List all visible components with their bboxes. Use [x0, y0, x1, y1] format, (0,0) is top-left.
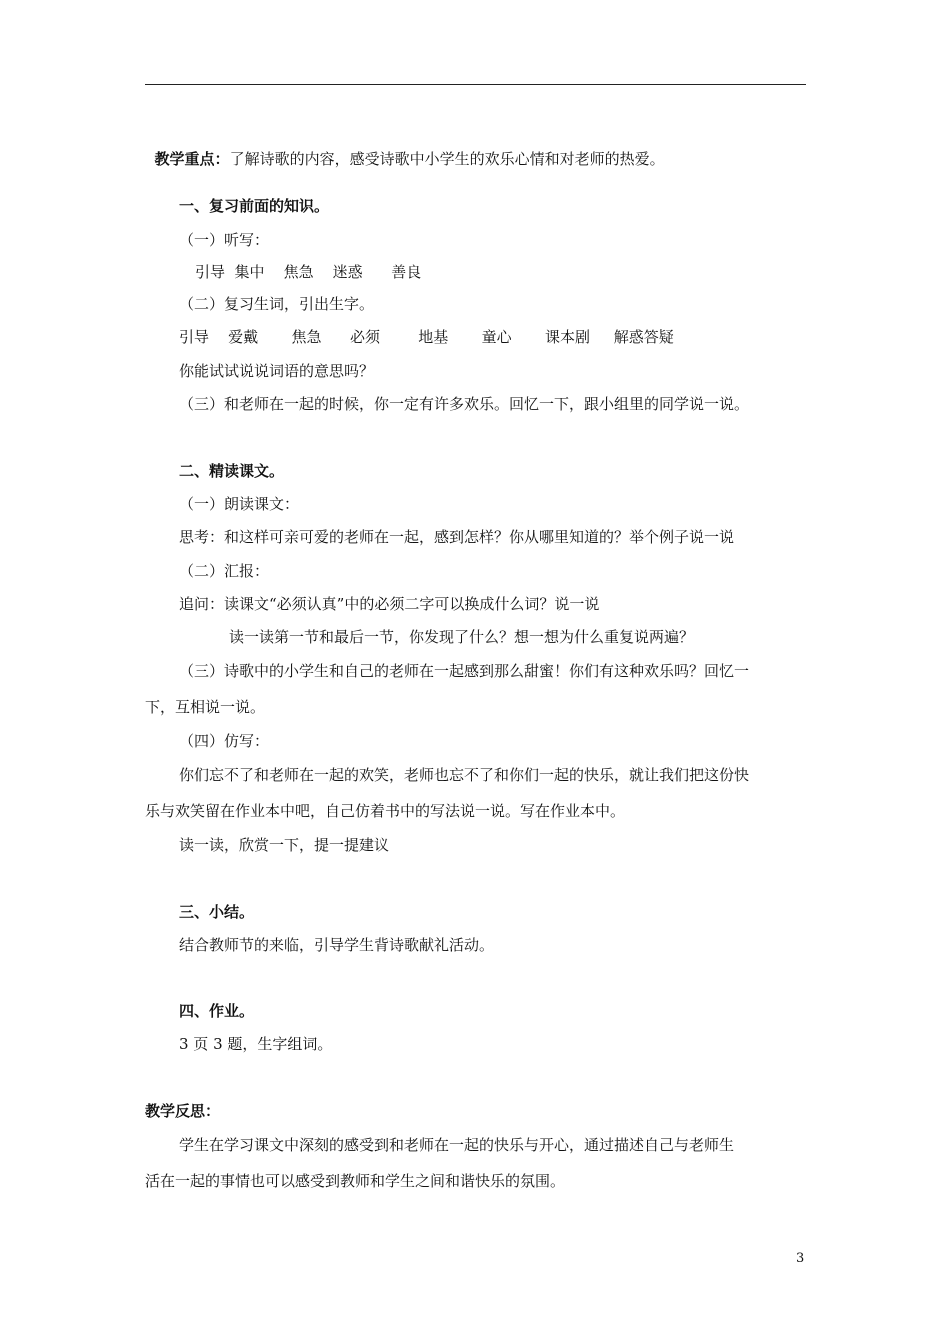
- header-rule: [145, 84, 806, 85]
- s4-text: 3 页 3 题，生字组词。: [179, 1035, 333, 1053]
- s2-imitate-b: 乐与欢笑留在作业本中吧，自己仿着书中的写法说一说。写在作业本中。: [145, 802, 626, 820]
- s2-think: 思考：和这样可亲可爱的老师在一起，感到怎样？你从哪里知道的？举个例子说一说: [179, 528, 735, 546]
- section-1-title: 一、复习前面的知识。: [179, 197, 330, 215]
- s2-ask: 追问：读课文“必须认真”中的必须二字可以换成什么词？说一说: [179, 595, 600, 613]
- s3-text: 结合教师节的来临，引导学生背诗歌献礼活动。: [179, 936, 495, 954]
- reflection-a: 学生在学习课文中深刻的感受到和老师在一起的快乐与开心，通过描述自己与老师生: [179, 1136, 735, 1154]
- section-3-title: 三、小结。: [179, 903, 255, 921]
- teaching-focus: [145, 129, 665, 169]
- reflection-label: 教学反思：: [145, 1102, 221, 1120]
- s2-item-3a: （三）诗歌中的小学生和自己的老师在一起感到那么甜蜜！你们有这种欢乐吗？回忆一: [179, 662, 750, 680]
- section-4-title: 四、作业。: [179, 1002, 255, 1020]
- s2-item-3b: 下，互相说一说。: [145, 698, 266, 716]
- s2-ask-2: 读一读第一节和最后一节，你发现了什么？想一想为什么重复说两遍？: [229, 628, 695, 646]
- teaching-focus-label: 教学重点：: [154, 150, 230, 168]
- teaching-focus-text: 了解诗歌的内容，感受诗歌中小学生的欢乐心情和对老师的热爱。: [229, 150, 665, 168]
- s1-question: 你能试试说说词语的意思吗？: [179, 362, 375, 380]
- s1-dictation-words: 引导 集中 焦急 迷惑 善良: [195, 263, 422, 281]
- s2-read: 读一读，欣赏一下，提一提建议: [179, 836, 390, 854]
- section-2-title: 二、精读课文。: [179, 462, 285, 480]
- reflection-b: 活在一起的事情也可以感受到教师和学生之间和谐快乐的氛围。: [145, 1172, 566, 1190]
- s2-item-1: （一）朗读课文：: [179, 495, 300, 513]
- s2-imitate-a: 你们忘不了和老师在一起的欢笑，老师也忘不了和你们一起的快乐，就让我们把这份快: [179, 766, 750, 784]
- page-number: 3: [796, 1251, 805, 1266]
- s2-item-2: （二）汇报：: [179, 562, 270, 580]
- s1-item-2: （二）复习生词，引出生字。: [179, 295, 375, 313]
- s1-item-1: （一）听写：: [179, 231, 270, 249]
- s1-vocab-words: 引导 爱戴 焦急 必须 地基 童心 课本剧 解惑答疑: [179, 328, 674, 346]
- s2-item-4: （四）仿写：: [179, 732, 270, 750]
- s1-item-3: （三）和老师在一起的时候，你一定有许多欢乐。回忆一下，跟小组里的同学说一说。: [179, 395, 750, 413]
